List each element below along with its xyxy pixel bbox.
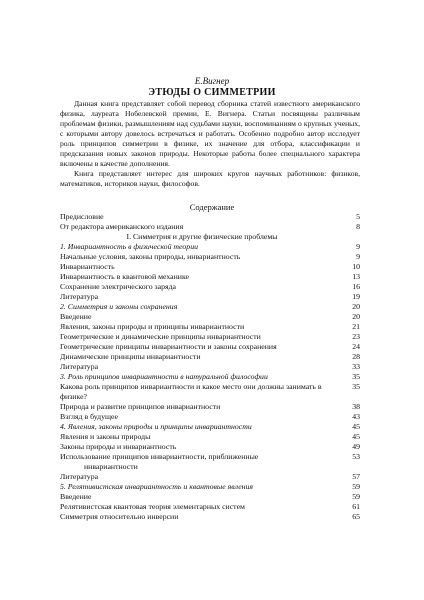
toc-entry-title: Введение (60, 492, 92, 501)
author-name: Е.Вигнер (194, 76, 230, 86)
toc-entry-title: Геометрические и динамические принципы инвариантности (60, 332, 261, 341)
toc-entry-page: 10 (352, 262, 360, 271)
toc-entry-title: Законы природы и инвариантность (60, 442, 177, 451)
toc-entry-title: 5. Релятивистская инвариантность и квантовые явления (60, 482, 254, 491)
toc-entry-title: Использование принципов инвариантности, приближенные (60, 452, 259, 461)
toc-entry (60, 342, 360, 352)
abstract (60, 99, 360, 189)
toc-entry (60, 262, 360, 272)
toc-entry (60, 282, 360, 292)
toc-entry (60, 302, 360, 312)
toc-entry-page: 45 (352, 422, 360, 431)
toc-entry-title: Динамические принципы инвариантности (60, 352, 201, 361)
toc-entry-title: Начальные условия, законы природы, инвариантность (60, 252, 241, 261)
toc-entry-title: Инвариантность (60, 262, 115, 271)
toc-entry (60, 482, 360, 492)
toc-entry (60, 452, 360, 462)
toc-entry-title: Литература (60, 292, 99, 301)
toc-entry-title: Введение (60, 312, 92, 321)
toc-entry-title: Релятивистская квантовая теория элементарных систем (60, 502, 245, 511)
toc-entry-page: 35 (352, 382, 360, 391)
toc-entry (60, 502, 360, 512)
toc-entry-title: 2. Симметрия и законы сохранения (60, 302, 178, 311)
toc-entry-title: Какова роль принципов инвариантности и какое место они должны занимать в физике? (60, 382, 322, 401)
toc-entry (60, 432, 360, 442)
toc-entry-page: 33 (352, 362, 360, 371)
toc-entry-page: 5 (356, 212, 360, 221)
toc-entry-title: Симметрия относительно инверсии (60, 512, 179, 521)
toc-entry-page: 24 (352, 342, 360, 351)
toc-entry (60, 352, 360, 362)
book-title: ЭТЮДЫ О СИММЕТРИИ (148, 87, 276, 98)
toc-entry-title: Геометрические принципы инвариантности и законы сохранения (60, 342, 277, 351)
toc-entry-page: 59 (352, 492, 360, 501)
toc-entry (60, 422, 360, 432)
toc-entry-title: Инвариантность в квантовой механике (60, 272, 190, 281)
toc-entry (60, 292, 360, 302)
toc-entry (60, 212, 360, 222)
toc-entry (60, 492, 360, 502)
toc-entry-page: 61 (352, 502, 360, 511)
abstract-paragraph: Книга представляет интерес для широких кругов научных работников: физиков, математиков, историков науки, философов. (60, 169, 360, 188)
toc-entry (60, 312, 360, 322)
toc-entry (60, 462, 360, 472)
toc-entry (60, 372, 360, 382)
toc-entry (60, 442, 360, 452)
toc-entry-page: 9 (356, 242, 360, 251)
toc-entry-page: 59 (352, 482, 360, 491)
toc-entry-title: I. Симметрия и другие физические проблемы (126, 232, 278, 241)
toc-entry-title: 4. Явления, законы природы и принципы инвариантности (60, 422, 252, 431)
toc-entry-title: Явления, законы природы и принципы инвариантности (60, 322, 245, 331)
toc-entry-page: 43 (352, 412, 360, 421)
toc-entry (60, 512, 360, 522)
toc-entry-title: Явления и законы природы (60, 432, 151, 441)
toc-entry-title: Литература (60, 362, 99, 371)
toc-entry (60, 272, 360, 282)
toc-entry (60, 222, 360, 232)
toc-entry-page: 49 (352, 442, 360, 451)
toc-entry (60, 412, 360, 422)
toc-entry-page: 35 (352, 372, 360, 381)
toc-entry-title: инвариантности (84, 462, 138, 471)
toc-entry-title: От редактора американского издания (60, 222, 184, 231)
toc-entry-page: 28 (352, 352, 360, 361)
toc-entry-page: 23 (352, 332, 360, 341)
toc-entry-page: 13 (352, 272, 360, 281)
contents-heading: Содержание (189, 202, 235, 212)
toc-entry-page: 9 (356, 252, 360, 261)
toc-entry (60, 322, 360, 332)
toc-entry-page: 19 (352, 292, 360, 301)
toc-entry-page: 20 (352, 312, 360, 321)
toc-entry (60, 252, 360, 262)
toc-entry-page: 20 (352, 302, 360, 311)
toc-entry-page: 38 (352, 402, 360, 411)
toc-entry-title: Сохранение электрического заряда (60, 282, 176, 291)
toc-entry (60, 362, 360, 372)
toc-entry-title: Литература (60, 472, 99, 481)
toc-entry-page: 45 (352, 432, 360, 441)
toc-entry (60, 472, 360, 482)
toc-entry-page: 57 (352, 472, 360, 481)
table-of-contents (60, 212, 360, 522)
toc-entry (60, 382, 360, 402)
toc-entry-title: Взгляд в будущее (60, 412, 118, 421)
toc-entry-page: 65 (352, 512, 360, 521)
abstract-paragraph: Данная книга представляет собой перевод сборника статей известного американского физика, лауреата Нобелевской премии, Е. Вигнера. Статьи посвящены различным проблемам физики, размышлениям над судьбами науки, воспоминаниям о крупных ученых, с которыми автору довелось встречаться и работать. Особенно подробно автор исследует роль принципов симметрии в физике, их значение для отбора, классификации и предсказания новых законов природы. Некоторые работы более специального характера включены в качестве дополнения. (60, 99, 360, 168)
toc-entry (60, 242, 360, 252)
toc-entry-title: Природа и развитие принципов инвариантности (60, 402, 221, 411)
toc-entry-title: 3. Роль принципов инвариантности в натуральной философии (60, 372, 268, 381)
toc-entry-page: 21 (352, 322, 360, 331)
toc-entry-title: 1. Инвариантность в физической теории (60, 242, 198, 251)
toc-entry (60, 232, 360, 242)
toc-entry-page: 16 (352, 282, 360, 291)
toc-entry (60, 402, 360, 412)
toc-entry (60, 332, 360, 342)
toc-entry-title: Предисловие (60, 212, 104, 221)
toc-entry-page: 53 (352, 452, 360, 461)
toc-entry-page: 8 (356, 222, 360, 231)
